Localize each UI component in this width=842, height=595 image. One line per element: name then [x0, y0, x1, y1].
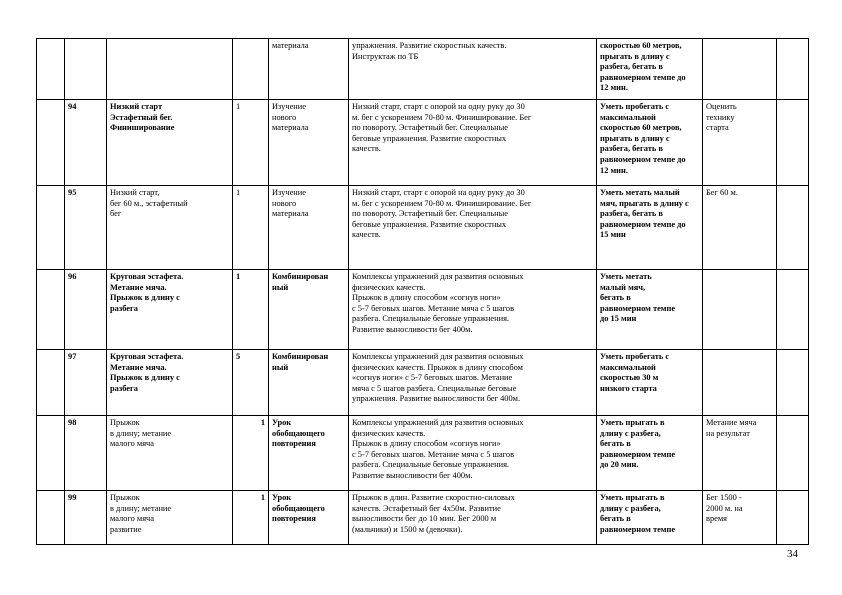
lesson-topic-cell-line: Прыжок в длину с [110, 293, 180, 303]
requirements-cell-line: разбега, бегать в [600, 209, 663, 219]
page-number: 34 [787, 548, 798, 560]
hours-cell: 1 [233, 491, 269, 545]
lesson-topic-cell-line: Эстафетный бег. [110, 112, 173, 122]
hours-cell [233, 39, 269, 100]
requirements-cell-line: равномерном темпе до [600, 219, 686, 229]
requirements-cell-line: 12 мин. [600, 83, 628, 93]
control-cell-line: Бег 60 м. [706, 188, 738, 197]
lesson-topic-cell [107, 100, 233, 186]
notes-cell [777, 39, 809, 100]
lesson-type-cell [269, 186, 349, 270]
control-cell-line: 2000 м. на [706, 503, 743, 513]
lesson-topic-cell-line: Низкий старт [110, 102, 163, 111]
control-cell-line: технику [706, 112, 735, 122]
lesson-topic-cell [107, 491, 233, 545]
lesson-topic-cell [107, 270, 233, 350]
requirements-cell [597, 491, 703, 545]
lesson-content-cell-line: с 5-7 беговых шагов. Метание мяча с 5 шагов [352, 303, 515, 313]
lesson-content-cell [349, 100, 597, 186]
lesson-content-cell-line: по повороту. Эстафетный бег. Специальные [352, 209, 508, 219]
lesson-topic-cell [107, 39, 233, 100]
table-row [37, 416, 809, 491]
lesson-type-cell-line: Изучение [272, 188, 306, 197]
notes-cell [777, 186, 809, 270]
lesson-topic-cell-line: Финиширование [110, 123, 175, 133]
requirements-cell-line: скоростью 30 м [600, 373, 659, 383]
lesson-type-cell-line: обобщающего [272, 428, 325, 438]
notes-cell [777, 350, 809, 416]
lesson-topic-cell-line: Метание мяча. [110, 362, 167, 372]
lesson-topic-cell [107, 350, 233, 416]
control-cell [703, 350, 777, 416]
table-row [37, 186, 809, 270]
requirements-cell-line: Уметь метать малый [600, 188, 680, 197]
lesson-content-cell [349, 416, 597, 491]
lesson-content-cell-line: м. бег с ускорением 70-80 м. Финиширование. Бег [352, 198, 532, 208]
requirements-cell-line: бегать в [600, 293, 631, 303]
lesson-topic-cell-line: Метание мяча. [110, 282, 167, 292]
lesson-content-cell-line: Комплексы упражнений для развития основных [352, 418, 524, 427]
requirements-cell [597, 416, 703, 491]
row-index-cell [37, 100, 65, 186]
lesson-content-cell [349, 270, 597, 350]
row-index-cell [37, 270, 65, 350]
lesson-content-cell-line: Прыжок в длину способом «согнув ноги» [352, 293, 501, 303]
lesson-content-cell-line: Комплексы упражнений для развития основных [352, 272, 524, 281]
lesson-content-cell [349, 491, 597, 545]
lesson-content-cell-line: физических качеств. Прыжок в длину способом [352, 362, 523, 372]
lesson-type-cell-line: Комбинирован [272, 272, 329, 281]
lesson-content-cell-line: Развитие выносливости бег 400м. [352, 324, 473, 334]
lesson-content-cell-line: упражнения. Развитие выносливости бег 400м. [352, 394, 521, 404]
row-index-cell [37, 350, 65, 416]
lesson-number-cell: 95 [65, 186, 107, 270]
lesson-content-cell-line: «согнув ноги» с 5-7 беговых шагов. Метание [352, 373, 513, 383]
notes-cell [777, 270, 809, 350]
control-cell-line: Метание мяча [706, 418, 757, 427]
control-cell-line: Оценить [706, 102, 737, 111]
requirements-cell-line: скоростью 60 метров, [600, 41, 682, 50]
lesson-content-cell-line: Прыжок в длину способом «согнув ноги» [352, 439, 501, 449]
lesson-topic-cell-line: разбега [110, 383, 138, 393]
lesson-type-cell-line: повторения [272, 514, 316, 524]
requirements-cell-line: длину с разбега, [600, 428, 661, 438]
lesson-content-cell-line: качеств. [352, 230, 381, 240]
lesson-content-cell-line: м. бег с ускорением 70-80 м. Финиширование. Бег [352, 112, 532, 122]
hours-cell: 1 [233, 416, 269, 491]
lesson-content-cell-line: Комплексы упражнений для развития основных [352, 352, 524, 361]
table-row [37, 350, 809, 416]
lesson-type-cell [269, 350, 349, 416]
lesson-number-cell: 96 [65, 270, 107, 350]
lesson-number-cell: 99 [65, 491, 107, 545]
requirements-cell-line: равномерном темпе [600, 524, 676, 534]
requirements-cell-line: до 20 мин. [600, 460, 639, 470]
lesson-topic-cell-line: Круговая эстафета. [110, 272, 184, 281]
requirements-cell-line: разбега, бегать в [600, 62, 663, 72]
table-row [37, 100, 809, 186]
row-index-cell [37, 491, 65, 545]
lesson-topic-cell-line: Прыжок в длину с [110, 373, 180, 383]
requirements-cell-line: длину с разбега, [600, 503, 661, 513]
lesson-topic-cell-line: разбега [110, 303, 138, 313]
notes-cell [777, 491, 809, 545]
lesson-content-cell-line: беговые упражнения. Развитие скоростных [352, 133, 507, 143]
hours-cell: 1 [233, 270, 269, 350]
requirements-cell-line: скоростью 60 метров, [600, 123, 682, 133]
lesson-topic-cell-line: в длину; метание [110, 503, 172, 513]
lesson-content-cell-line: разбега. Специальные беговые упражнения. [352, 314, 510, 324]
lesson-type-cell-line: Комбинирован [272, 352, 329, 361]
lesson-type-cell-line: Изучение [272, 102, 306, 111]
requirements-cell-line: бегать в [600, 514, 631, 524]
lesson-content-cell-line: качеств. [352, 144, 381, 154]
requirements-cell-line: Уметь пробегать с [600, 352, 670, 361]
hours-cell: 1 [233, 100, 269, 186]
lesson-type-cell-line: ный [272, 282, 289, 292]
lesson-topic-cell-line: развитие [110, 524, 142, 534]
requirements-cell-line: 15 мин [600, 230, 626, 240]
lesson-number-cell: 97 [65, 350, 107, 416]
control-cell [703, 270, 777, 350]
hours-cell: 1 [233, 186, 269, 270]
requirements-cell [597, 350, 703, 416]
requirements-cell-line: мяч, прыгать в длину с [600, 198, 689, 208]
control-cell-line: время [706, 514, 728, 524]
requirements-cell [597, 186, 703, 270]
requirements-cell-line: малый мяч, [600, 282, 646, 292]
lesson-type-cell-line: Урок [272, 418, 292, 427]
control-cell [703, 39, 777, 100]
hours-cell: 5 [233, 350, 269, 416]
lesson-topic-cell-line: Прыжок [110, 418, 140, 427]
lesson-content-cell-line: выносливости бег до 10 мин. Бег 2000 м [352, 514, 497, 524]
lesson-type-cell-line: материала [272, 41, 309, 50]
lesson-topic-cell-line: бег 60 м., эстафетный [110, 198, 188, 208]
lesson-type-cell [269, 39, 349, 100]
lesson-content-cell-line: Инструктаж по ТБ [352, 51, 419, 61]
lesson-content-cell-line: мяча с 5 шагов разбега. Специальные беговые [352, 383, 517, 393]
requirements-cell [597, 100, 703, 186]
lesson-content-cell-line: физических качеств. [352, 428, 426, 438]
requirements-cell-line: разбега, бегать в [600, 144, 663, 154]
requirements-cell [597, 270, 703, 350]
requirements-cell [597, 39, 703, 100]
lesson-number-cell [65, 39, 107, 100]
control-cell-line: старта [706, 123, 729, 133]
lesson-type-cell-line: материала [272, 209, 309, 219]
lesson-type-cell-line: Урок [272, 493, 292, 502]
lesson-topic-cell-line: Круговая эстафета. [110, 352, 184, 361]
lesson-plan-table [36, 38, 809, 545]
requirements-cell-line: прыгать в длину с [600, 51, 670, 61]
requirements-cell-line: Уметь метать [600, 272, 652, 281]
lesson-topic-cell-line: Низкий старт, [110, 188, 160, 197]
lesson-content-cell-line: Низкий старт, старт с опорой на одну руку до 30 [352, 188, 525, 197]
lesson-content-cell-line: Развитие выносливости бег 400м. [352, 470, 473, 480]
requirements-cell-line: равномерном темпе до [600, 154, 686, 164]
requirements-cell-line: Уметь прыгать в [600, 418, 665, 427]
requirements-cell-line: низкого старта [600, 383, 657, 393]
requirements-cell-line: Уметь пробегать с [600, 102, 670, 111]
lesson-content-cell-line: физических качеств. [352, 282, 426, 292]
lesson-type-cell-line: материала [272, 123, 309, 133]
lesson-content-cell-line: беговые упражнения. Развитие скоростных [352, 219, 507, 229]
control-cell-line: на результат [706, 428, 750, 438]
lesson-content-cell-line: по повороту. Эстафетный бег. Специальные [352, 123, 508, 133]
row-index-cell [37, 186, 65, 270]
lesson-topic-cell-line: Прыжок [110, 493, 140, 502]
lesson-content-cell-line: Прыжок в длин. Развитие скоростно-силовых [352, 493, 515, 502]
control-cell [703, 416, 777, 491]
lesson-type-cell-line: обобщающего [272, 503, 325, 513]
control-cell-line: Бег 1500 - [706, 493, 742, 502]
control-cell [703, 100, 777, 186]
lesson-type-cell-line: ный [272, 362, 289, 372]
requirements-cell-line: равномерном темпе [600, 303, 676, 313]
lesson-type-cell-line: нового [272, 112, 297, 122]
lesson-number-cell: 98 [65, 416, 107, 491]
lesson-content-cell [349, 39, 597, 100]
requirements-cell-line: Уметь прыгать в [600, 493, 665, 502]
lesson-topic-cell-line: малого мяча [110, 514, 154, 524]
lesson-type-cell-line: нового [272, 198, 297, 208]
requirements-cell-line: 12 мин. [600, 165, 628, 175]
requirements-cell-line: до 15 мин [600, 314, 637, 324]
requirements-cell-line: равномерном темпе [600, 449, 676, 459]
lesson-topic-cell [107, 186, 233, 270]
notes-cell [777, 100, 809, 186]
lesson-type-cell [269, 100, 349, 186]
lesson-type-cell-line: повторения [272, 439, 316, 449]
table-row [37, 270, 809, 350]
requirements-cell-line: бегать в [600, 439, 631, 449]
row-index-cell [37, 39, 65, 100]
table-row [37, 491, 809, 545]
lesson-type-cell [269, 416, 349, 491]
notes-cell [777, 416, 809, 491]
lesson-topic-cell [107, 416, 233, 491]
lesson-type-cell [269, 491, 349, 545]
requirements-cell-line: прыгать в длину с [600, 133, 670, 143]
lesson-type-cell [269, 270, 349, 350]
row-index-cell [37, 416, 65, 491]
lesson-topic-cell-line: в длину; метание [110, 428, 172, 438]
control-cell [703, 491, 777, 545]
lesson-content-cell-line: Низкий старт, старт с опорой на одну руку до 30 [352, 102, 525, 111]
lesson-content-cell-line: упражнения. Развитие скоростных качеств. [352, 41, 507, 50]
requirements-cell-line: равномерном темпе до [600, 72, 686, 82]
table-row [37, 39, 809, 100]
lesson-topic-cell-line: бег [110, 209, 122, 219]
control-cell [703, 186, 777, 270]
requirements-cell-line: максимальной [600, 362, 656, 372]
lesson-content-cell-line: качеств. Эстафетный бег 4х50м. Развитие [352, 503, 501, 513]
lesson-content-cell-line: с 5-7 беговых шагов. Метание мяча с 5 шагов [352, 449, 515, 459]
lesson-content-cell-line: разбега. Специальные беговые упражнения. [352, 460, 510, 470]
lesson-content-cell [349, 186, 597, 270]
lesson-number-cell: 94 [65, 100, 107, 186]
lesson-content-cell [349, 350, 597, 416]
lesson-topic-cell-line: малого мяча [110, 439, 154, 449]
requirements-cell-line: максимальной [600, 112, 656, 122]
lesson-content-cell-line: (мальчики) и 1500 м (девочки). [352, 524, 463, 534]
